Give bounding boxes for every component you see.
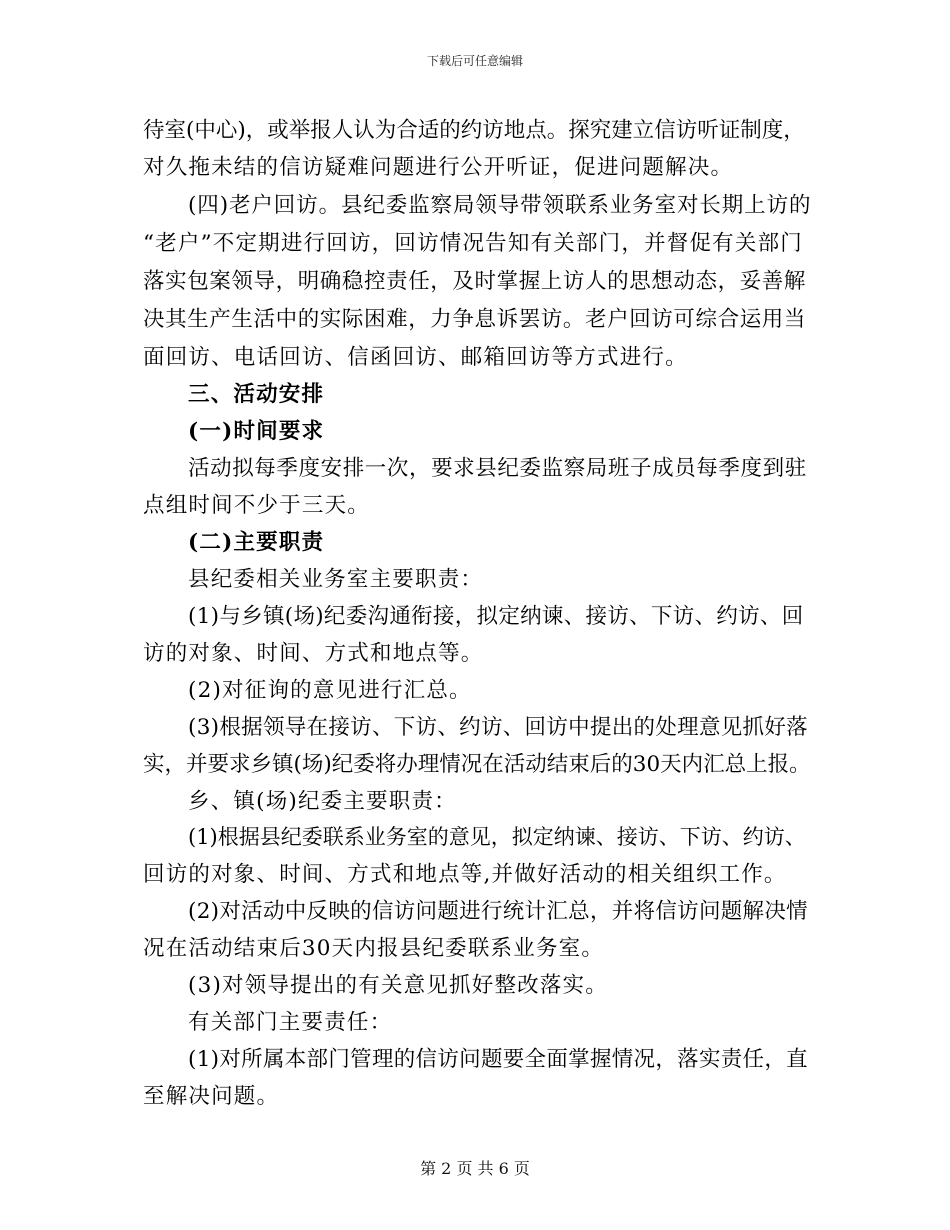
text-line: (2)对活动中反映的信访问题进行统计汇总，并将信访问题解决情 [188,899,808,924]
text-line: 面回访、电话回访、信函回访、邮箱回访等方式进行。 [143,345,688,370]
subsection-heading: (二)主要职责 [188,530,325,555]
text-line: (1)根据县纪委联系业务室的意见，拟定纳谏、接访、下访、约访、 [188,825,806,849]
text-line: 决其生产生活中的实际困难，力争息诉罢访。老户回访可综合运用当 [143,307,807,332]
text-line: 实，并要求乡镇(场)纪委将办理情况在活动结束后的30天内汇总上报。 [143,752,811,777]
text-line: 有关部门主要责任： [188,1010,393,1035]
text-line: 落实包案领导，明确稳控责任，及时掌握上访人的思想动态，妥善解 [143,269,807,294]
page-header: 下载后可任意编辑 [426,54,523,68]
text-line: 访的对象、时间、方式和地点等。 [143,641,484,666]
text-line: (3)根据领导在接访、下访、约访、回访中提出的处理意见抓好落 [188,715,808,740]
section-heading: 三、活动安排 [188,382,325,407]
text-line: 回访的对象、时间、方式和地点等,并做好活动的相关组织工作。 [143,862,787,887]
text-line: 况在活动结束后30天内报县纪委联系业务室。 [143,936,605,961]
subsection-heading: (一)时间要求 [188,419,325,444]
text-line: (2)对征询的意见进行汇总。 [188,678,472,703]
text-line: “老户”不定期进行回访，回访情况告知有关部门，并督促有关部门 [143,231,803,256]
text-line: (1)对所属本部门管理的信访问题要全面掌握情况，落实责任，直 [188,1047,808,1072]
page-footer: 第 2 页 共 6 页 [420,1159,530,1178]
text-line: (四)老户回访。县纪委监察局领导带领联系业务室对长期上访的 [188,193,812,218]
text-line: (1)与乡镇(场)纪委沟通衔接，拟定纳谏、接访、下访、约访、回 [188,604,804,629]
text-line: 至解决问题。 [143,1084,280,1109]
text-line: 乡、镇(场)纪委主要职责： [188,789,457,814]
text-line: 对久拖未结的信访疑难问题进行公开听证，促进问题解决。 [143,155,734,180]
text-line: 县纪委相关业务室主要职责： [188,567,484,592]
text-line: 活动拟每季度安排一次，要求县纪委监察局班子成员每季度到驻 [188,456,807,481]
text-line: 点组时间不少于三天。 [143,493,371,518]
text-line: (3)对领导提出的有关意见抓好整改落实。 [188,973,608,998]
text-line: 待室(中心)，或举报人认为合适的约访地点。探究建立信访听证制度， [143,118,805,143]
